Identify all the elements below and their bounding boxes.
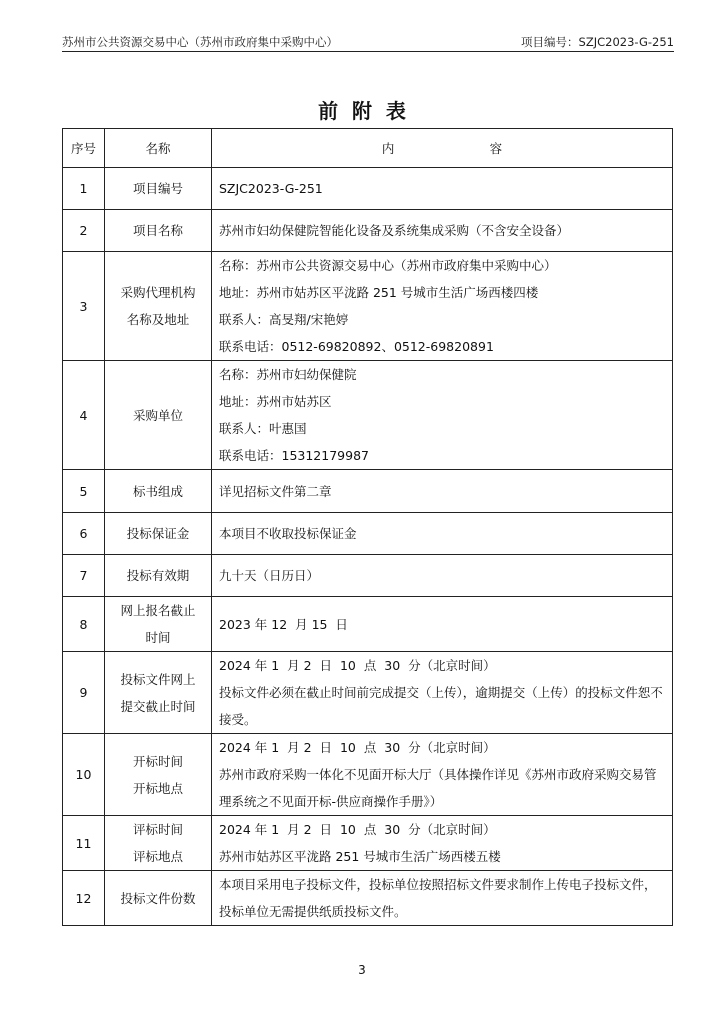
row-content-line: 联系人：高旻翔/宋艳婷 [219,312,349,327]
row-content-line: 2024 年 1 月 2 日 10 点 30 分（北京时间） [219,822,496,837]
header-project-number: 项目编号：SZJC2023-G-251 [521,35,674,49]
row-number: 7 [63,555,105,597]
row-name-line: 评标时间 [132,822,183,837]
row-content [212,470,673,513]
table-row [63,597,673,652]
row-number: 5 [63,470,105,513]
row-content [212,597,673,652]
row-name-line: 投标文件网上 [120,671,196,687]
row-content-line: 九十天（日历日） [219,568,320,583]
row-content-line: 投标文件必须在截止时间前完成提交（上传），逾期提交（上传）的投标文件恕不接受。 [219,685,663,727]
row-content-line: 名称：苏州市公共资源交易中心（苏州市政府集中采购中心） [219,258,557,273]
row-name-line: 采购代理机构 [120,285,196,300]
row-number: 8 [63,597,105,652]
row-name [105,168,212,210]
row-content-line: 苏州市政府采购一体化不见面开标大厅（具体操作详见《苏州市政府采购交易管理系统之不见面开标-供应商操作手册》） [219,767,657,809]
row-name [105,252,212,361]
header-cell-no: 序号 [63,129,105,168]
table-row [63,210,673,252]
row-content-line: 本项目不收取投标保证金 [219,526,357,541]
row-name [105,734,212,816]
row-name-line: 投标文件份数 [120,890,196,906]
table-row [63,168,673,210]
header-org-name: 苏州市公共资源交易中心（苏州市政府集中采购中心） [62,35,338,49]
row-content [212,168,673,210]
table-header-row [63,129,673,168]
row-name [105,361,212,470]
row-name-line: 采购单位 [132,407,183,423]
row-name [105,597,212,652]
table-row [63,816,673,871]
row-name [105,652,212,734]
row-number: 10 [63,734,105,816]
row-number: 9 [63,652,105,734]
row-content-line: SZJC2023-G-251 [219,181,323,196]
row-content [212,652,673,734]
front-attached-table [62,128,673,926]
row-content [212,513,673,555]
row-name [105,513,212,555]
table-row [63,361,673,470]
row-number: 1 [63,168,105,210]
row-name [105,871,212,926]
page-number: 3 [358,963,366,977]
row-name-line: 投标保证金 [126,526,190,541]
row-content-line: 苏州市妇幼保健院智能化设备及系统集成采购（不含安全设备） [219,223,570,238]
row-number: 11 [63,816,105,871]
row-content-line: 2023 年 12 月 15 日 [219,616,348,632]
row-name-line: 标书组成 [132,483,183,499]
row-name [105,555,212,597]
row-content [212,361,673,470]
row-content [212,734,673,816]
row-name-line: 网上报名截止 [120,603,196,618]
row-number: 2 [63,210,105,252]
row-name [105,210,212,252]
header-cell-content: 内 容 [212,129,673,168]
table-row [63,871,673,926]
row-content-line: 详见招标文件第二章 [219,483,332,499]
row-name [105,816,212,871]
row-content-line: 苏州市姑苏区平泷路 251 号城市生活广场西楼五楼 [219,849,501,864]
row-content-line: 地址：苏州市姑苏区 [219,394,332,409]
table-row [63,652,673,734]
table-row [63,470,673,513]
row-name-line: 开标时间 [132,753,183,769]
row-name [105,470,212,513]
row-content [212,252,673,361]
row-content-line: 地址：苏州市姑苏区平泷路 251 号城市生活广场西楼四楼 [219,285,539,300]
header-cell-name: 名称 [105,129,212,168]
table-row [63,513,673,555]
row-name-line: 投标有效期 [126,568,190,583]
row-name-line: 开标地点 [132,780,183,796]
row-name-line: 项目编号 [132,181,183,196]
page-header [62,33,674,52]
row-content-line: 本项目采用电子投标文件，投标单位按照招标文件要求制作上传电子投标文件，投标单位无需提供纸质投标文件。 [219,877,657,919]
row-name-line: 评标地点 [132,849,183,864]
row-content-line: 2024 年 1 月 2 日 10 点 30 分（北京时间） [219,740,496,755]
row-content-line: 联系电话：0512-69820892、0512-69820891 [219,339,494,354]
row-content [212,816,673,871]
row-number: 3 [63,252,105,361]
row-content [212,555,673,597]
row-number: 4 [63,361,105,470]
page-title: 前 附 表 [318,99,406,123]
table-row [63,734,673,816]
row-content-line: 联系电话：15312179987 [219,448,369,463]
row-number: 12 [63,871,105,926]
row-name-line: 时间 [145,630,171,645]
row-name-line: 名称及地址 [126,312,190,327]
row-name-line: 项目名称 [132,223,183,238]
row-content-line: 联系人：叶惠国 [219,421,307,436]
row-content-line: 名称：苏州市妇幼保健院 [219,367,357,382]
row-content-line: 2024 年 1 月 2 日 10 点 30 分（北京时间） [219,658,496,673]
row-content [212,871,673,926]
table-row [63,555,673,597]
row-name-line: 提交截止时间 [120,698,196,714]
row-content [212,210,673,252]
row-number: 6 [63,513,105,555]
table-row [63,252,673,361]
